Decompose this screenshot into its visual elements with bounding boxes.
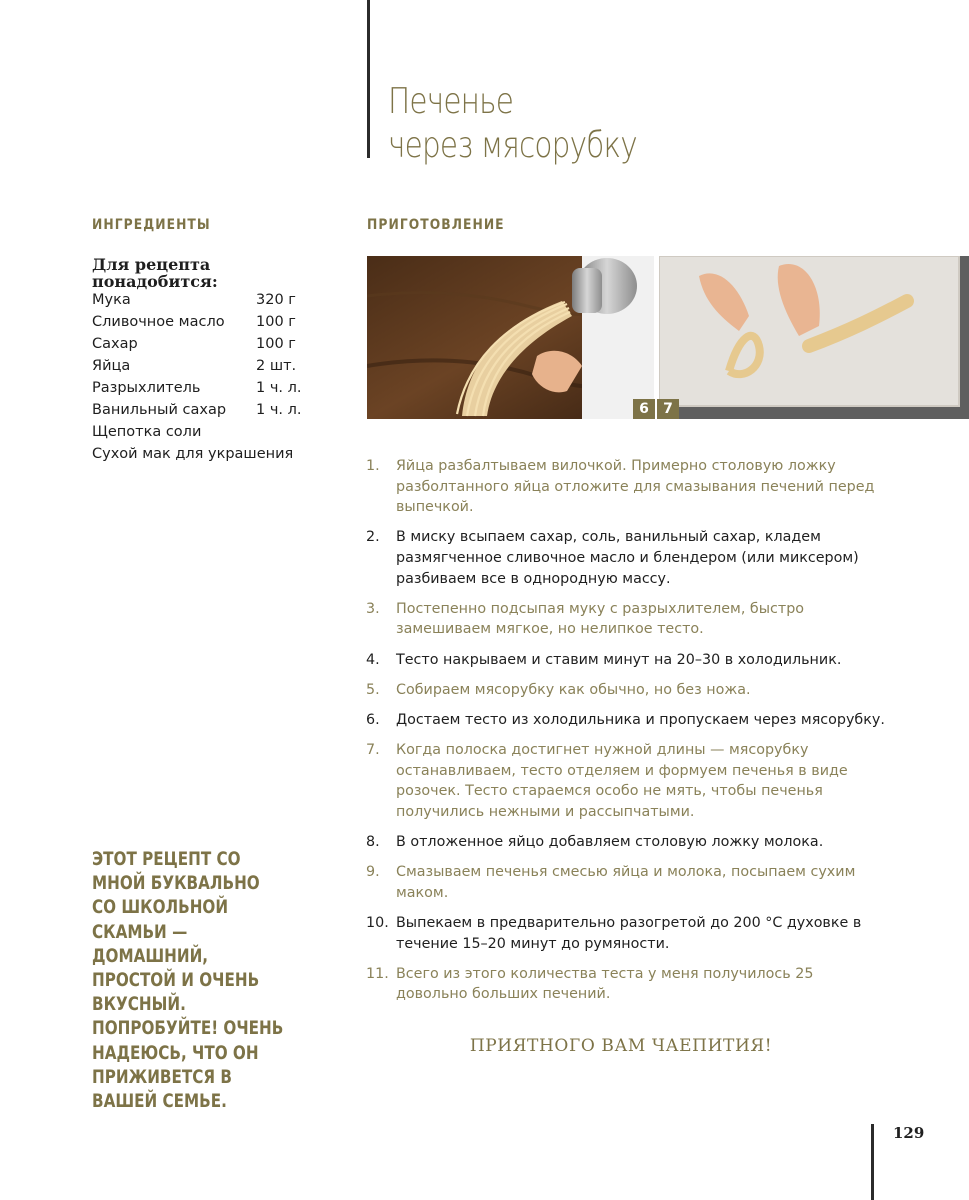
ingredient-row — [92, 424, 302, 446]
title-rule — [367, 0, 370, 158]
step-text: В миску всыпаем сахар, соль, ванильный сахар, кладем размягченное сливочное масло и блендером (или миксером) разбиваем все в однородную массу. — [396, 529, 859, 587]
ingredients-subheading: Для рецепта понадобится: — [92, 255, 218, 291]
ingredient-quantity: 100 г — [256, 314, 296, 330]
ingredients-table — [92, 292, 302, 468]
step-number: 6. — [366, 711, 380, 728]
step-number: 5. — [366, 681, 380, 698]
photo-step-6 — [367, 256, 654, 419]
title-line-1: Печенье — [388, 81, 514, 122]
ingredient-name: Сливочное масло — [92, 314, 225, 330]
closing-line: ПРИЯТНОГО ВАМ ЧАЕПИТИЯ! — [469, 1036, 773, 1056]
ingredient-row — [92, 380, 302, 402]
ingredient-name: Ванильный сахар — [92, 402, 227, 418]
ingredient-quantity: 320 г — [256, 292, 296, 308]
step-text: Смазываем печенья смесью яйца и молока, посыпаем сухим маком. — [396, 864, 856, 901]
ingredient-row — [92, 402, 302, 424]
page-number: 129 — [893, 1124, 925, 1142]
ingredient-name: Сухой мак для украшения — [92, 446, 294, 462]
ingredient-row — [92, 446, 302, 468]
step-number: 11. — [366, 965, 389, 982]
title-line-2: через мясорубку — [388, 125, 637, 166]
step-text: Собираем мясорубку как обычно, но без ножа. — [396, 681, 751, 698]
step-number: 2. — [366, 529, 380, 546]
step-number: 8. — [366, 834, 380, 851]
step-item — [366, 527, 886, 589]
page-title — [388, 80, 637, 168]
step-item — [366, 599, 886, 640]
step-text: Тесто накрываем и ставим минут на 20–30 в холодильник. — [396, 651, 842, 668]
ingredient-name: Мука — [92, 292, 131, 308]
step-item — [366, 680, 886, 701]
ingredient-name: Щепотка соли — [92, 424, 202, 440]
ingredient-quantity: 1 ч. л. — [256, 402, 302, 418]
step-item — [366, 964, 886, 1005]
ingredient-name: Разрыхлитель — [92, 380, 201, 396]
step-item — [366, 740, 886, 822]
step-number: 3. — [366, 600, 380, 617]
ingredient-row — [92, 314, 302, 336]
photo-badge-6: 6 — [633, 399, 655, 419]
step-number: 7. — [366, 742, 380, 759]
step-text: Когда полоска достигнет нужной длины — мясорубку останавливаем, тесто отделяем и формуем печенья в виде розочек. Тесто стараемся особо не мять, чтобы печенья получились нежными и рассыпчатыми. — [396, 742, 848, 820]
step-item — [366, 862, 886, 903]
step-text: В отложенное яйцо добавляем столовую ложку молока. — [396, 834, 824, 851]
ingredient-row — [92, 358, 302, 380]
ingredient-row — [92, 336, 302, 358]
photo-badge-7: 7 — [657, 399, 679, 419]
step-text: Достаем тесто из холодильника и пропускаем через мясорубку. — [396, 711, 885, 728]
ingredient-quantity: 1 ч. л. — [256, 380, 302, 396]
step-number: 1. — [366, 458, 380, 474]
steps-list — [366, 456, 886, 1015]
step-item — [366, 832, 886, 853]
page-number-rule — [871, 1124, 874, 1200]
step-text: Яйца разбалтываем вилочкой. Примерно столовую ложку разболтанного яйца отложите для смазывания печений перед выпечкой. — [396, 458, 875, 516]
step-number: 10. — [366, 915, 389, 932]
ingredient-quantity: 2 шт. — [256, 358, 297, 374]
ingredient-name: Сахар — [92, 336, 138, 352]
step-number: 9. — [366, 864, 380, 881]
step-text: Всего из этого количества теста у меня получилось 25 довольно больших печений. — [396, 965, 814, 1003]
step-item — [366, 913, 886, 954]
step-text: Постепенно подсыпая муку с разрыхлителем, быстро замешиваем мягкое, но нелипкое тесто. — [396, 600, 805, 638]
step-item — [366, 710, 886, 731]
photo-step-7 — [659, 256, 969, 419]
author-quote: ЭТОТ РЕЦЕПТ СО МНОЙ БУКВАЛЬНО СО ШКОЛЬНОЙ СКАМЬИ — ДОМАШНИЙ, ПРОСТОЙ И ОЧЕНЬ ВКУСНЫЙ. ПОПРОБУЙТЕ! ОЧЕНЬ НАДЕЮСЬ, ЧТО ОН ПРИЖИВЕТСЯ В ВАШЕЙ СЕМЬЕ. — [92, 848, 284, 1113]
preparation-heading: ПРИГОТОВЛЕНИЕ — [367, 217, 505, 233]
ingredient-row — [92, 292, 302, 314]
step-item — [366, 456, 886, 518]
step-number: 4. — [366, 651, 380, 668]
ingredient-quantity: 100 г — [256, 336, 296, 352]
ingredients-heading: ИНГРЕДИЕНТЫ — [92, 217, 211, 233]
step-text: Выпекаем в предварительно разогретой до 200 °С духовке в течение 15–20 минут до румяности. — [396, 915, 862, 952]
ingredient-name: Яйца — [92, 358, 131, 374]
step-item — [366, 650, 886, 671]
